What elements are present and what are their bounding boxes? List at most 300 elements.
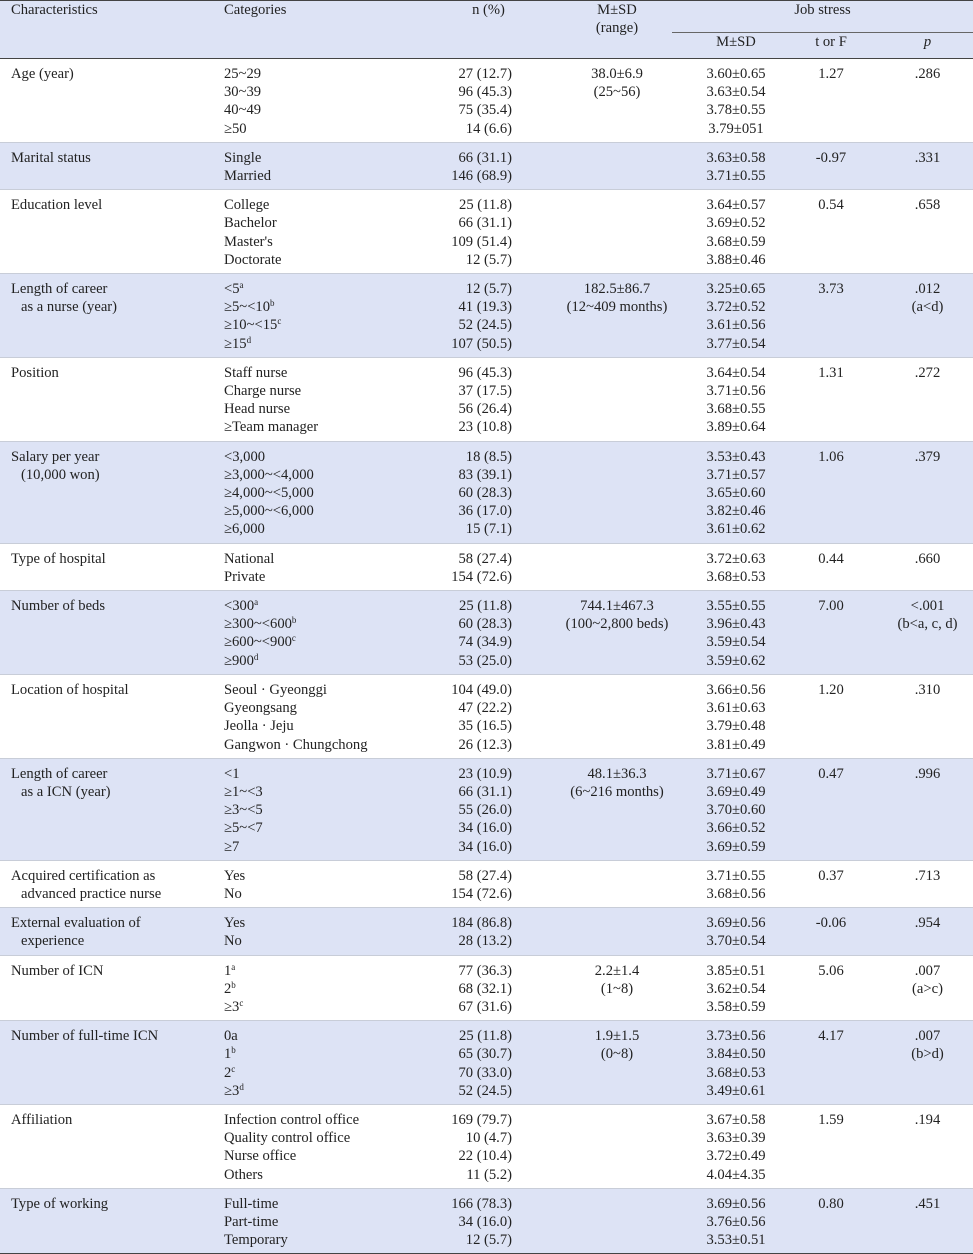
- category-item: [224, 765, 415, 783]
- job-stress-msd-value: 3.68±0.53: [706, 1064, 766, 1081]
- n-percent-cell: [415, 274, 562, 358]
- n-percent-cell: [415, 758, 562, 860]
- n-percent-value: 14 (6.6): [465, 120, 512, 137]
- n-percent-value: 53 (25.0): [458, 652, 512, 669]
- n-percent-cell: [415, 142, 562, 189]
- category-label: ≥50: [224, 120, 247, 137]
- category-item: [224, 699, 415, 717]
- job-stress-msd-value: 3.72±0.63: [706, 550, 766, 567]
- category-item: [224, 1166, 415, 1184]
- n-percent-cell: [415, 59, 562, 143]
- job-stress-msd-value: 3.79±0.48: [706, 718, 766, 735]
- job-stress-msd-cell: [672, 860, 800, 907]
- job-stress-msd-cell: [672, 274, 800, 358]
- category-label: No: [224, 933, 242, 950]
- category-label: ≥5~<7: [224, 820, 263, 837]
- p-value: .007: [914, 962, 941, 979]
- category-item: [224, 1147, 415, 1165]
- job-stress-msd-value: 3.68±0.53: [706, 568, 766, 585]
- p-value: .996: [914, 765, 941, 782]
- n-percent-value: 146 (68.9): [451, 168, 512, 185]
- characteristic-label: External evaluation of: [11, 915, 141, 932]
- categories-cell: [222, 190, 415, 274]
- job-stress-msd-value: 3.77±0.54: [706, 335, 766, 352]
- t-or-f-value: 0.47: [818, 765, 844, 782]
- n-percent-value: 34 (16.0): [458, 1213, 512, 1230]
- category-item: [224, 120, 415, 138]
- category-label: Single: [224, 149, 262, 166]
- job-stress-msd-value: 3.68±0.59: [706, 233, 766, 250]
- job-stress-msd-cell: [672, 1021, 800, 1105]
- category-label: ≥15: [224, 335, 247, 352]
- p-value: .658: [914, 197, 941, 214]
- characteristic-cell: [0, 1021, 222, 1105]
- header-p: p: [862, 33, 973, 59]
- job-stress-msd-value: 3.84±0.50: [706, 1046, 766, 1063]
- p-value: .272: [914, 364, 941, 381]
- job-stress-msd-value: 3.78±0.55: [706, 102, 766, 119]
- category-label: Infection control office: [224, 1111, 360, 1128]
- characteristic-label: Type of working: [11, 1195, 109, 1212]
- header-categories: Categories: [222, 1, 415, 59]
- category-label: Nurse office: [224, 1148, 297, 1165]
- n-percent-value: 10 (4.7): [465, 1130, 512, 1147]
- job-stress-msd-value: 3.68±0.56: [706, 885, 766, 902]
- category-item: [224, 717, 415, 735]
- category-label: Others: [224, 1166, 263, 1183]
- category-label: ≥900: [224, 652, 254, 669]
- n-percent-value: 67 (31.6): [458, 998, 512, 1015]
- category-item: [224, 1213, 415, 1231]
- p-value-cell: [862, 908, 973, 955]
- t-or-f-cell: [800, 758, 862, 860]
- table-row: [0, 357, 973, 441]
- characteristic-label: Education level: [11, 197, 103, 214]
- job-stress-msd-value: 3.81±0.49: [706, 736, 766, 753]
- characteristic-cell: [0, 955, 222, 1021]
- table-row: [0, 758, 973, 860]
- table-row: [0, 591, 973, 675]
- p-value: (b>d): [911, 1046, 944, 1063]
- category-label: Quality control office: [224, 1130, 351, 1147]
- category-label: ≥300~<600: [224, 616, 292, 633]
- header-t-or-f: t or F: [800, 33, 862, 59]
- n-percent-value: 66 (31.1): [458, 149, 512, 166]
- table-body: [0, 59, 973, 1254]
- p-value-cell: [862, 59, 973, 143]
- t-or-f-cell: [800, 357, 862, 441]
- category-label: Head nurse: [224, 401, 291, 418]
- mean-sd-range-value: 48.1±36.3: [587, 765, 647, 782]
- n-percent-value: 25 (11.8): [459, 1028, 512, 1045]
- category-item: [224, 1231, 415, 1249]
- category-label: Staff nurse: [224, 364, 288, 381]
- header-characteristics: Characteristics: [0, 1, 222, 59]
- p-value: .954: [914, 915, 941, 932]
- job-stress-msd-value: 3.73±0.56: [706, 1028, 766, 1045]
- mean-sd-range-cell: [562, 274, 672, 358]
- n-percent-value: 52 (24.5): [458, 1082, 512, 1099]
- job-stress-msd-value: 3.68±0.55: [706, 401, 766, 418]
- n-percent-value: 25 (11.8): [459, 598, 512, 615]
- categories-cell: [222, 860, 415, 907]
- category-item: [224, 1064, 415, 1082]
- job-stress-msd-value: 3.69±0.56: [706, 915, 766, 932]
- p-value: .286: [914, 66, 941, 82]
- job-stress-msd-value: 3.71±0.55: [706, 168, 766, 185]
- n-percent-value: 52 (24.5): [458, 317, 512, 334]
- characteristic-label: Marital status: [11, 149, 91, 166]
- characteristic-label: Number of full-time ICN: [11, 1028, 159, 1045]
- p-value: (a<d): [911, 299, 944, 316]
- category-item: [224, 1195, 415, 1213]
- characteristic-cell: [0, 274, 222, 358]
- category-item: [224, 962, 415, 980]
- t-or-f-cell: [800, 674, 862, 758]
- n-percent-cell: [415, 1021, 562, 1105]
- n-percent-value: 77 (36.3): [458, 962, 512, 979]
- n-percent-value: 11 (5.2): [466, 1166, 512, 1183]
- p-value: .194: [914, 1111, 941, 1128]
- category-label: National: [224, 550, 275, 567]
- n-percent-value: 66 (31.1): [458, 783, 512, 800]
- category-label: Yes: [224, 915, 246, 932]
- job-stress-msd-value: 3.63±0.39: [706, 1130, 766, 1147]
- category-label: Gyeongsang: [224, 700, 297, 717]
- header-msd-label: M±SD: [597, 2, 637, 18]
- categories-cell: [222, 543, 415, 590]
- p-value-cell: [862, 543, 973, 590]
- categories-cell: [222, 142, 415, 189]
- t-or-f-value: 1.06: [818, 448, 844, 465]
- characteristic-label: Affiliation: [11, 1111, 73, 1128]
- mean-sd-range-value: (12~409 months): [566, 299, 668, 316]
- category-item: [224, 652, 415, 670]
- category-item: [224, 280, 415, 298]
- category-superscript: b: [231, 979, 236, 990]
- characteristic-cell: [0, 591, 222, 675]
- category-label: ≥4,000~<5,000: [224, 485, 314, 502]
- category-item: [224, 597, 415, 615]
- category-label: 30~39: [224, 84, 262, 101]
- n-percent-value: 23 (10.9): [458, 765, 512, 782]
- category-item: [224, 101, 415, 119]
- job-stress-msd-value: 3.71±0.56: [706, 383, 766, 400]
- category-label: <300: [224, 598, 255, 615]
- t-or-f-value: 5.06: [818, 962, 844, 979]
- job-stress-msd-value: 3.55±0.55: [706, 598, 766, 615]
- mean-sd-range-cell: [562, 357, 672, 441]
- characteristic-label: advanced practice nurse: [21, 885, 162, 902]
- n-percent-cell: [415, 674, 562, 758]
- characteristic-label: Salary per year: [11, 448, 100, 465]
- p-value-cell: [862, 758, 973, 860]
- n-percent-value: 74 (34.9): [458, 634, 512, 651]
- category-item: [224, 298, 415, 316]
- job-stress-msd-value: 3.63±0.54: [706, 84, 766, 101]
- category-item: [224, 1129, 415, 1147]
- job-stress-msd-value: 3.72±0.49: [706, 1148, 766, 1165]
- job-stress-msd-value: 3.70±0.60: [706, 802, 766, 819]
- table-row: [0, 274, 973, 358]
- n-percent-value: 58 (27.4): [458, 550, 512, 567]
- job-stress-msd-cell: [672, 758, 800, 860]
- table-row: [0, 543, 973, 590]
- job-stress-msd-cell: [672, 955, 800, 1021]
- n-percent-value: 83 (39.1): [458, 466, 512, 483]
- p-value-cell: [862, 1188, 973, 1254]
- categories-cell: [222, 274, 415, 358]
- mean-sd-range-value: 182.5±86.7: [583, 281, 651, 298]
- mean-sd-range-cell: [562, 190, 672, 274]
- categories-cell: [222, 441, 415, 543]
- t-or-f-cell: [800, 908, 862, 955]
- category-item: [224, 801, 415, 819]
- characteristic-label: as a ICN (year): [21, 783, 111, 800]
- categories-cell: [222, 674, 415, 758]
- p-value: <.001: [910, 598, 945, 615]
- categories-cell: [222, 1021, 415, 1105]
- category-item: [224, 1027, 415, 1045]
- mean-sd-range-value: 744.1±467.3: [580, 598, 654, 615]
- job-stress-msd-value: 3.60±0.65: [706, 66, 766, 82]
- category-item: [224, 867, 415, 885]
- n-percent-value: 154 (72.6): [451, 568, 512, 585]
- category-superscript: d: [239, 1081, 244, 1092]
- category-label: ≥600~<900: [224, 634, 292, 651]
- n-percent-value: 109 (51.4): [451, 233, 512, 250]
- category-label: Bachelor: [224, 215, 277, 232]
- characteristic-cell: [0, 674, 222, 758]
- categories-cell: [222, 908, 415, 955]
- t-or-f-cell: [800, 59, 862, 143]
- category-item: [224, 736, 415, 754]
- category-label: 2: [224, 980, 232, 997]
- category-label: ≥5~<10: [224, 299, 271, 316]
- job-stress-msd-value: 3.89±0.64: [706, 419, 766, 436]
- category-item: [224, 502, 415, 520]
- job-stress-msd-value: 3.53±0.51: [706, 1232, 766, 1249]
- job-stress-msd-value: 3.66±0.56: [706, 681, 766, 698]
- category-label: Full-time: [224, 1195, 279, 1212]
- t-or-f-value: -0.97: [815, 149, 847, 166]
- category-item: [224, 418, 415, 436]
- n-percent-value: 60 (28.3): [458, 616, 512, 633]
- table-row: [0, 142, 973, 189]
- category-label: Jeolla · Jeju: [224, 718, 294, 735]
- t-or-f-cell: [800, 190, 862, 274]
- mean-sd-range-cell: [562, 955, 672, 1021]
- n-percent-value: 96 (45.3): [458, 84, 512, 101]
- t-or-f-value: 1.59: [818, 1111, 844, 1128]
- job-stress-msd-cell: [672, 441, 800, 543]
- mean-sd-range-cell: [562, 1104, 672, 1188]
- job-stress-msd-cell: [672, 1188, 800, 1254]
- job-stress-msd-value: 3.71±0.67: [706, 765, 766, 782]
- t-or-f-cell: [800, 955, 862, 1021]
- table-row: [0, 860, 973, 907]
- n-percent-cell: [415, 441, 562, 543]
- job-stress-msd-value: 3.63±0.58: [706, 149, 766, 166]
- job-stress-msd-value: 3.69±0.56: [706, 1195, 766, 1212]
- category-label: ≥Team manager: [224, 419, 319, 436]
- category-label: <1: [224, 765, 240, 782]
- n-percent-value: 104 (49.0): [451, 681, 512, 698]
- mean-sd-range-cell: [562, 674, 672, 758]
- n-percent-value: 12 (5.7): [465, 281, 512, 298]
- job-stress-msd-value: 3.59±0.54: [706, 634, 766, 651]
- characteristic-cell: [0, 59, 222, 143]
- job-stress-msd-value: 3.64±0.57: [706, 197, 766, 214]
- t-or-f-cell: [800, 142, 862, 189]
- t-or-f-value: 0.54: [818, 197, 844, 214]
- n-percent-value: 55 (26.0): [458, 802, 512, 819]
- category-label: ≥7: [224, 838, 240, 855]
- job-stress-msd-cell: [672, 59, 800, 143]
- n-percent-value: 70 (33.0): [458, 1064, 512, 1081]
- category-superscript: b: [270, 298, 275, 309]
- category-label: 2: [224, 1064, 232, 1081]
- job-stress-msd-value: 3.53±0.43: [706, 448, 766, 465]
- job-stress-msd-value: 3.64±0.54: [706, 364, 766, 381]
- characteristic-cell: [0, 543, 222, 590]
- category-label: 40~49: [224, 102, 262, 119]
- characteristic-label: as a nurse (year): [21, 299, 118, 316]
- n-percent-value: 12 (5.7): [465, 251, 512, 268]
- t-or-f-value: -0.06: [815, 915, 847, 932]
- category-item: [224, 1045, 415, 1063]
- characteristic-cell: [0, 142, 222, 189]
- job-stress-msd-value: 3.71±0.55: [706, 867, 766, 884]
- category-item: [224, 1082, 415, 1100]
- characteristic-label: Number of beds: [11, 598, 106, 615]
- table-row: [0, 1021, 973, 1105]
- job-stress-msd-value: 3.69±0.49: [706, 783, 766, 800]
- table-row: [0, 441, 973, 543]
- job-stress-msd-cell: [672, 190, 800, 274]
- characteristic-label: Type of hospital: [11, 550, 106, 567]
- table-row: [0, 59, 973, 143]
- mean-sd-range-cell: [562, 908, 672, 955]
- mean-sd-range-value: 1.9±1.5: [594, 1028, 640, 1045]
- p-value: .331: [914, 149, 941, 166]
- p-value-cell: [862, 860, 973, 907]
- characteristic-cell: [0, 441, 222, 543]
- category-item: [224, 364, 415, 382]
- header-job-stress: Job stress: [672, 1, 973, 33]
- n-percent-value: 34 (16.0): [458, 820, 512, 837]
- mean-sd-range-cell: [562, 59, 672, 143]
- n-percent-value: 15 (7.1): [465, 521, 512, 538]
- category-item: [224, 214, 415, 232]
- job-stress-msd-value: 3.70±0.54: [706, 933, 766, 950]
- job-stress-msd-cell: [672, 591, 800, 675]
- characteristic-label: (10,000 won): [21, 466, 100, 483]
- n-percent-cell: [415, 190, 562, 274]
- n-percent-value: 154 (72.6): [451, 885, 512, 902]
- categories-cell: [222, 1188, 415, 1254]
- n-percent-value: 166 (78.3): [451, 1195, 512, 1212]
- p-value-cell: [862, 1104, 973, 1188]
- category-superscript: c: [239, 997, 244, 1008]
- p-value: .451: [914, 1195, 941, 1212]
- category-label: Charge nurse: [224, 383, 302, 400]
- t-or-f-value: 1.27: [818, 66, 844, 82]
- job-stress-msd-cell: [672, 142, 800, 189]
- p-value: (b<a, c, d): [897, 616, 958, 633]
- characteristic-label: Length of career: [11, 765, 108, 782]
- mean-sd-range-cell: [562, 1021, 672, 1105]
- t-or-f-value: 1.31: [818, 364, 844, 381]
- category-item: [224, 914, 415, 932]
- categories-cell: [222, 1104, 415, 1188]
- mean-sd-range-value: 38.0±6.9: [591, 66, 643, 82]
- category-label: ≥3~<5: [224, 802, 263, 819]
- category-superscript: b: [231, 1045, 236, 1056]
- mean-sd-range-cell: [562, 860, 672, 907]
- mean-sd-range-cell: [562, 758, 672, 860]
- category-label: ≥3: [224, 1082, 240, 1099]
- n-percent-value: 35 (16.5): [458, 718, 512, 735]
- n-percent-cell: [415, 1188, 562, 1254]
- n-percent-cell: [415, 908, 562, 955]
- category-label: Private: [224, 568, 266, 585]
- characteristic-cell: [0, 860, 222, 907]
- characteristic-cell: [0, 190, 222, 274]
- n-percent-cell: [415, 543, 562, 590]
- t-or-f-value: 1.20: [818, 681, 844, 698]
- category-item: [224, 466, 415, 484]
- mean-sd-range-value: (25~56): [593, 84, 641, 101]
- job-stress-msd-value: 3.79±051: [708, 120, 764, 137]
- category-item: [224, 382, 415, 400]
- category-superscript: d: [253, 651, 259, 662]
- category-label: ≥10~<15: [224, 317, 278, 334]
- table-row: [0, 1188, 973, 1254]
- job-stress-msd-value: 3.49±0.61: [706, 1082, 766, 1099]
- category-superscript: c: [291, 633, 296, 644]
- mean-sd-range-cell: [562, 1188, 672, 1254]
- category-label: 1: [224, 1046, 232, 1063]
- category-item: [224, 167, 415, 185]
- category-label: College: [224, 197, 270, 214]
- category-item: [224, 251, 415, 269]
- n-percent-cell: [415, 955, 562, 1021]
- p-value: (a>c): [912, 980, 943, 997]
- category-label: <3,000: [224, 448, 266, 465]
- mean-sd-range-cell: [562, 591, 672, 675]
- category-item: [224, 819, 415, 837]
- category-superscript: c: [231, 1063, 236, 1074]
- categories-cell: [222, 357, 415, 441]
- category-superscript: a: [254, 597, 259, 608]
- category-label: ≥5,000~<6,000: [224, 503, 314, 520]
- n-percent-value: 169 (79.7): [451, 1111, 512, 1128]
- job-stress-msd-value: 3.76±0.56: [706, 1213, 766, 1230]
- category-item: [224, 550, 415, 568]
- characteristic-label: Age (year): [11, 66, 74, 82]
- category-label: <5: [224, 281, 240, 298]
- t-or-f-value: 0.80: [818, 1195, 844, 1212]
- category-superscript: a: [239, 280, 244, 291]
- p-value: .713: [914, 867, 941, 884]
- job-stress-msd-value: 3.88±0.46: [706, 251, 766, 268]
- category-label: Part-time: [224, 1213, 279, 1230]
- job-stress-msd-value: 3.67±0.58: [706, 1111, 766, 1128]
- category-superscript: d: [246, 334, 252, 345]
- category-item: [224, 633, 415, 651]
- category-item: [224, 484, 415, 502]
